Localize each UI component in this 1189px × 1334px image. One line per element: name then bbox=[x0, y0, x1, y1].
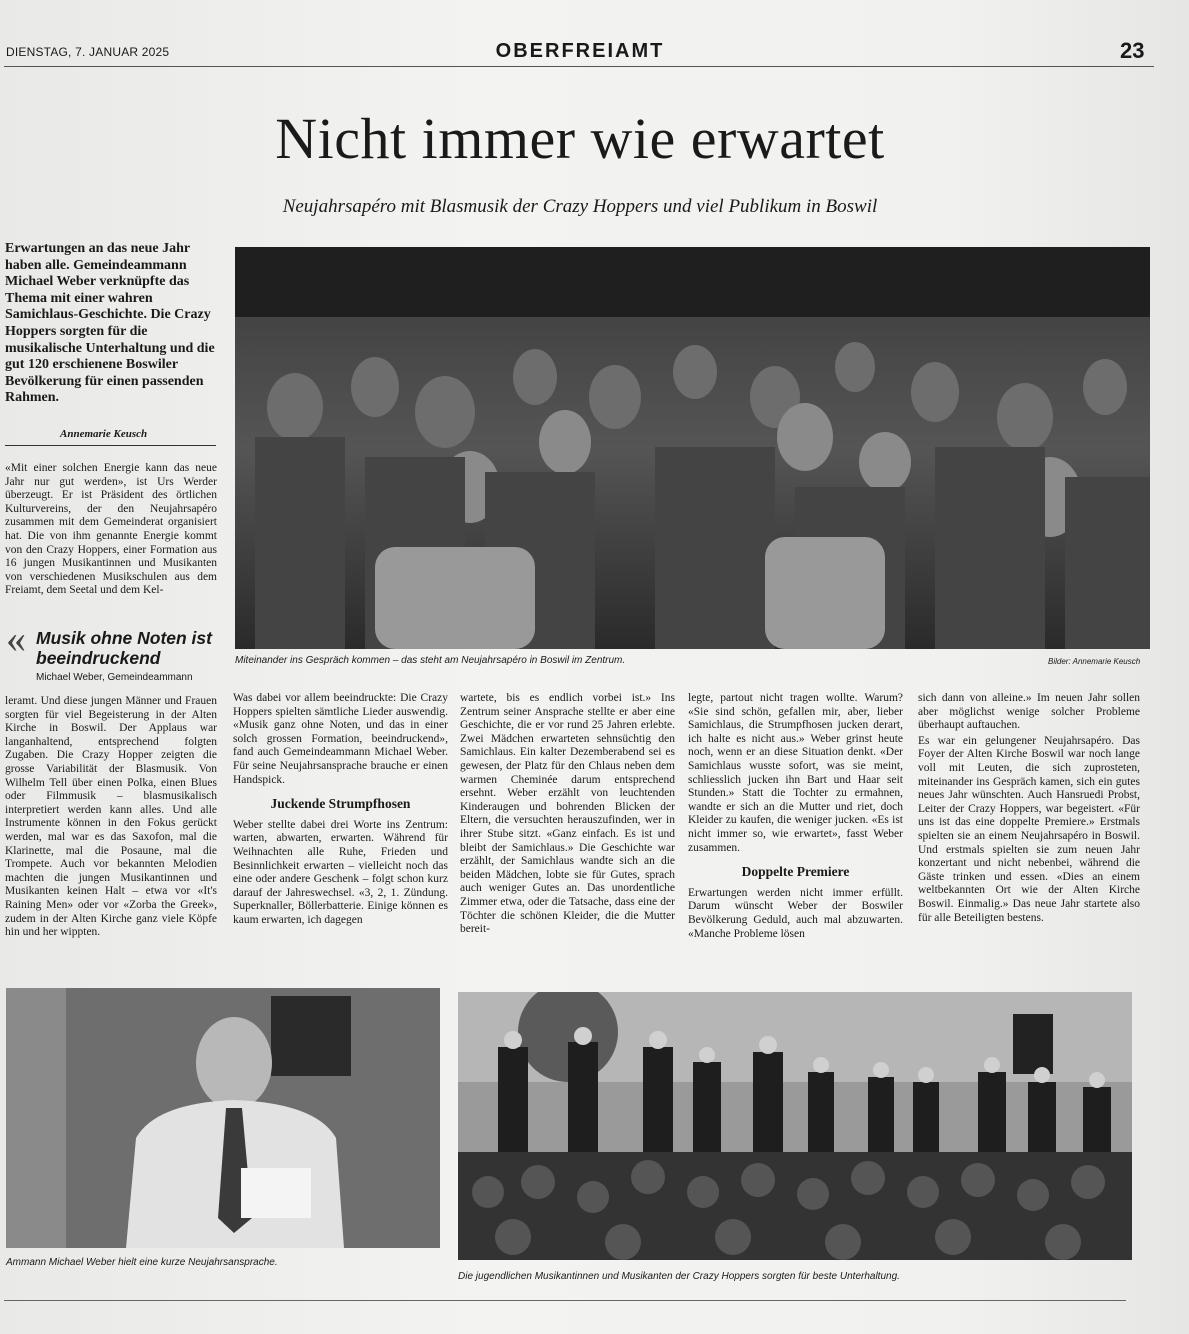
crowd-photo bbox=[235, 247, 1150, 649]
column-5 bbox=[918, 692, 1140, 927]
paragraph: wartete, bis es endlich vorbei ist.» Ins Zentrum seiner Ansprache stellte er aber eine Geschichte, die er vor rund 25 Jahren erlebte. Zwei Mädchen erwarteten sehnsüchtig den Samichlaus. Ein kalter Dezemberabend sei es gewesen, der Platz für den Chlaus neben dem warmen Cheminée darum entsprechend ersehnt. Weber erzählt von leuchtenden Kinderaugen und bohrenden Blicken der Eltern, die versuchten herauszufinden, wer in ihrer Stube sitzt. «Ganz einfach. Es ist und bleibt der Samichlaus.» Die Geschichte war erzählt, der Samichlaus wandte sich an die beiden Mädchen, lobte sie für Gutes, sprach auch weniger Gutes an. Das unordentliche Zimmer etwa, oder die Tatsache, dass eine der Töchter die schönen Kleider, die die Mutter bereit- bbox=[460, 692, 675, 936]
footer-rule bbox=[4, 1300, 1126, 1301]
article-subheadline: Neujahrsapéro mit Blasmusik der Crazy Hoppers und viel Publikum in Boswil bbox=[282, 196, 878, 217]
paragraph: «Mit einer solchen Energie kann das neue Jahr nur gut werden», ist Urs Werder überzeugt. Er ist Präsident des örtlichen Kulturvereins, der den Neujahrsapéro zusammen mit dem Gemeinderat organisiert hat. Die von ihm genannte Energie kommt von den Crazy Hoppers, einer Formation aus 16 jungen Musikantinnen und Musikanten von verschiedenen Musikschulen aus dem Freiamt, dem Seetal und dem Kel- bbox=[5, 462, 217, 597]
article-lead: Erwartungen an das neue Jahr haben alle. Gemeindeammann Michael Weber verknüpfte das Thema mit einer wahren Samichlaus-Geschichte. Die Crazy Hoppers sorgten für die musikalische Unterhaltung und die gut 120 erschienene Boswiler Bevölkerung für einen passenden Rahmen. bbox=[5, 241, 215, 406]
photo-caption: Die jugendlichen Musikantinnen und Musikanten der Crazy Hoppers sorgten für beste Unterhaltung. bbox=[458, 1271, 900, 1282]
photo-caption: Miteinander ins Gespräch kommen – das steht am Neujahrsapéro in Boswil im Zentrum. bbox=[235, 655, 626, 666]
quote-mark-icon: « bbox=[6, 616, 26, 661]
band-photo bbox=[458, 992, 1132, 1260]
paragraph: Weber stellte dabei drei Worte ins Zentrum: warten, abwarten, erwarten. Während für Weihnachten alle Ruhe, Frieden und Besinnlichkeit erwarten – vielleicht noch das eine oder andere Geschenk – folgt schon kurz darauf der Jahreswechsel. «3, 2, 1. Zündung. Superknaller, Böllerbatterie. Einige können es kaum erwarten, ich dagegen bbox=[233, 818, 448, 926]
article-headline: Nicht immer wie erwartet bbox=[275, 106, 885, 171]
section-subtitle: Juckende Strumpfhosen bbox=[270, 796, 411, 812]
speaker-photo bbox=[6, 988, 440, 1248]
photo-credit: Bilder: Annemarie Keusch bbox=[1048, 657, 1141, 666]
section-subtitle: Doppelte Premiere bbox=[741, 864, 850, 880]
column-4 bbox=[688, 692, 903, 943]
article-author: Annemarie Keusch bbox=[60, 428, 148, 440]
paragraph: legte, partout nicht tragen wollte. Warum? «Sie sind schön, gefallen mir, aber, lieber Samichlaus, die Strumpfhosen jucken derart, ich halte es nicht aus.» Weber grinst heute noch, wenn er an diese Situation denkt. «Der Samichlaus wusste sofort, was sie meint, schliesslich jucken ihn Bart und Haar seit Stunden.» Statt die Tochter zu ermahnen, wandte er sich an die Mutter und riet, doch Kleider zu kaufen, die weniger jucken. «Es ist nicht immer so, wie erwartet», fasst Weber zusammen. bbox=[688, 692, 903, 854]
column-1-bottom bbox=[5, 695, 217, 942]
photo-caption: Ammann Michael Weber hielt eine kurze Neujahrsansprache. bbox=[6, 1257, 278, 1268]
header-rule bbox=[4, 66, 1154, 67]
section-title: OBERFREIAMT bbox=[495, 40, 665, 62]
paragraph: leramt. Und diese jungen Männer und Frauen sorgten für viel Begeisterung in der Alten Kirche in Boswil. Der Applaus war langanhaltend, entsprechend folgten Zugaben. Die Crazy Hopper zeigten die grosse Variabilität der Blasmusik. Von Wilhelm Tell über einen Polka, einen Blues oder Filmmusik – blasmusikalisch interpretiert werden kann alles. Und alle Instrumente können in den Fokus gerückt werden, mal war es das Saxofon, mal die Klarinette, mal die Posaune, mal die Trompete. Auch vor bekannten Melodien machten die jungen Musikantinnen und Musikanten keinen Halt – etwa vor «It's Raining Men» oder vor «Zorba the Greek», zudem in der Alten Kirche ganz viele Köpfe hin und her wippten. bbox=[5, 695, 217, 939]
paragraph: Erwartungen werden nicht immer erfüllt. Darum wünscht Weber der Boswiler Bevölkerung Geduld, auch mal abzuwarten. «Manche Probleme lösen bbox=[688, 886, 903, 940]
paragraph: Es war ein gelungener Neujahrsapéro. Das Foyer der Alten Kirche Boswil war noch lange voll mit Leuten, die sich zuprosteten, miteinander ins Gespräch kamen, sich ein gutes neues Jahr wünschten. Auch Hansruedi Probst, Leiter der Crazy Hoppers, war begeistert. «Für uns ist das eine doppelte Premiere.» Erstmals spielten sie an einem Neujahrsapéro in Boswil. Und erstmals spielten sie zum neuen Jahr konzertant und nicht nebenbei, während die Gäste trinken und essen. «Dies an einem weltbekannten Ort wie der Alten Kirche Boswil. Einmalig.» Das neue Jahr startete also für alle Beteiligten bestens. bbox=[918, 734, 1140, 924]
paragraph: sich dann von alleine.» Im neuen Jahr sollen aber möglichst wenige solcher Probleme überhaupt auftauchen. bbox=[918, 692, 1140, 732]
lead-divider bbox=[5, 445, 216, 446]
paragraph: Was dabei vor allem beeindruckte: Die Crazy Hoppers spielten sämtliche Lieder auswendig. «Musik ganz ohne Noten, und das in einer solch grossen Formation, beeindruckend», fand auch Gemeindeammann Michael Weber. Für seine Neujahrsansprache brauche er einen Handspick. bbox=[233, 692, 448, 786]
column-3 bbox=[460, 692, 675, 939]
pullquote: Musik ohne Noten ist beeindruckend bbox=[36, 628, 212, 668]
page-number: 23 bbox=[1120, 38, 1145, 63]
pullquote-attribution: Michael Weber, Gemeindeammann bbox=[36, 672, 193, 683]
issue-date: DIENSTAG, 7. JANUAR 2025 bbox=[6, 45, 170, 59]
column-1-top bbox=[5, 462, 217, 600]
column-2 bbox=[233, 692, 448, 930]
